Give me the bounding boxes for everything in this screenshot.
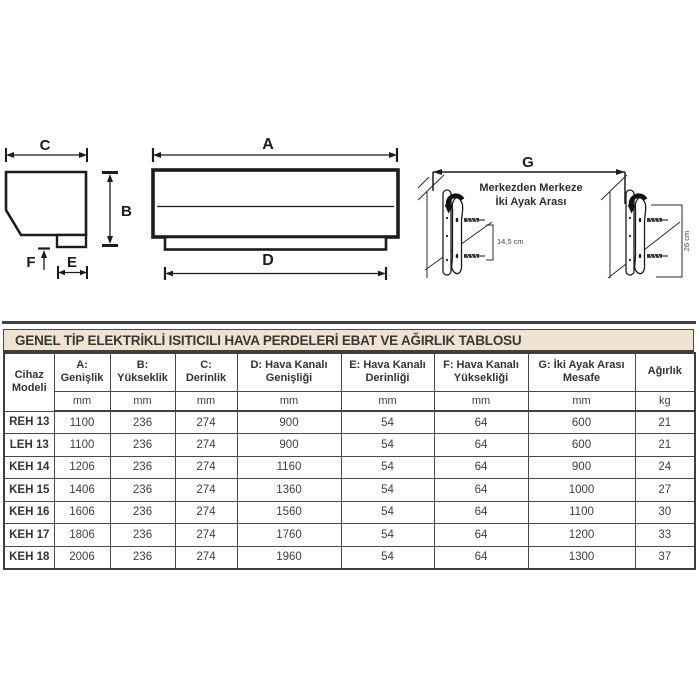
- header-line1: D: Hava Kanalı: [250, 358, 328, 371]
- header-line2: Genişliği: [265, 372, 313, 385]
- value-cell: 1200: [528, 524, 635, 547]
- value-cell: 1160: [237, 456, 341, 479]
- model-cell: KEH 16: [4, 501, 54, 524]
- header-line1: F: Hava Kanalı: [443, 358, 519, 371]
- unit-cell: mm: [434, 391, 528, 411]
- dim-label-c: C: [39, 137, 51, 154]
- unit-cell: mm: [175, 391, 237, 411]
- column-header-e: [341, 353, 434, 391]
- unit-cell: mm: [54, 391, 110, 411]
- value-cell: 1000: [528, 479, 635, 502]
- value-cell: 1606: [54, 501, 110, 524]
- unit-cell: kg: [635, 391, 695, 411]
- value-cell: 54: [341, 434, 434, 457]
- value-cell: 1100: [54, 411, 110, 434]
- table-row: [4, 479, 695, 502]
- section-divider: [2, 321, 696, 324]
- value-cell: 236: [110, 411, 175, 434]
- dim-label-b: B: [121, 203, 132, 220]
- unit-cell: mm: [237, 391, 341, 411]
- right-bracket-dimension: [651, 205, 691, 277]
- model-cell: REH 13: [4, 411, 54, 434]
- value-cell: 33: [635, 524, 695, 547]
- value-cell: 600: [528, 411, 635, 434]
- dim-arrow-f: [38, 249, 50, 271]
- header-line2: Derinlik: [185, 372, 227, 385]
- model-cell: KEH 17: [4, 524, 54, 547]
- value-cell: 274: [175, 434, 237, 457]
- table-row: [4, 524, 695, 547]
- value-cell: 54: [341, 479, 434, 502]
- value-cell: 1760: [237, 524, 341, 547]
- value-cell: 1406: [54, 479, 110, 502]
- table-row: [4, 434, 695, 457]
- value-cell: 54: [341, 546, 434, 569]
- dim-label-d: D: [262, 252, 274, 269]
- bolts: [464, 218, 485, 258]
- unit-cell: mm: [528, 391, 635, 411]
- table-row: [4, 546, 695, 569]
- units-row: [4, 391, 695, 411]
- value-cell: 24: [635, 456, 695, 479]
- value-cell: 54: [341, 411, 434, 434]
- value-cell: 900: [528, 456, 635, 479]
- value-cell: 274: [175, 524, 237, 547]
- right-bracket: [601, 175, 680, 278]
- table-row: [4, 456, 695, 479]
- table-title: GENEL TİP ELEKTRİKLİ ISITICILI HAVA PERDELERİ EBAT VE AĞIRLIK TABLOSU: [15, 332, 522, 348]
- header-line2: Genişlik: [60, 372, 104, 385]
- foot-plate: [635, 198, 646, 274]
- value-cell: 236: [110, 546, 175, 569]
- spec-table-head: [4, 353, 695, 411]
- value-cell: 1100: [528, 501, 635, 524]
- value-cell: 54: [341, 501, 434, 524]
- model-cell: KEH 15: [4, 479, 54, 502]
- spec-table: [3, 352, 696, 570]
- header-line1: E: Hava Kanalı: [349, 358, 426, 371]
- value-cell: 54: [341, 456, 434, 479]
- value-cell: 64: [434, 524, 528, 547]
- value-cell: 1806: [54, 524, 110, 547]
- value-cell: 2006: [54, 546, 110, 569]
- value-cell: 30: [635, 501, 695, 524]
- table-row: [4, 411, 695, 434]
- value-cell: 1560: [237, 501, 341, 524]
- dim-label-a: A: [262, 136, 274, 153]
- header-line1: C:: [200, 358, 212, 371]
- unit-front-outline: [153, 170, 398, 237]
- column-header-a: [54, 353, 110, 391]
- value-cell: 64: [434, 434, 528, 457]
- table-row: [4, 501, 695, 524]
- side-view-drawing: [0, 122, 140, 287]
- column-header-b: [110, 353, 175, 391]
- air-outlet-lip: [57, 235, 86, 247]
- spec-table-body: [4, 411, 695, 569]
- bracket-note-line2: İki Ayak Arası: [495, 196, 567, 208]
- dim-arrow-b: [102, 173, 118, 246]
- header-row: [4, 353, 695, 391]
- unit-cell: mm: [110, 391, 175, 411]
- model-cell: LEH 13: [4, 434, 54, 457]
- front-view-drawing: [140, 122, 430, 292]
- dim-arrow-a: [153, 148, 397, 162]
- header-line2: Yüksekliği: [453, 372, 509, 385]
- value-cell: 37: [635, 546, 695, 569]
- unit-cell: mm: [341, 391, 434, 411]
- value-cell: 64: [434, 479, 528, 502]
- table-title-bar: [3, 329, 694, 352]
- model-cell: KEH 14: [4, 456, 54, 479]
- column-header-weight: [635, 353, 695, 391]
- column-header-c: [175, 353, 237, 391]
- left-bracket-dimension: [486, 225, 524, 260]
- value-cell: 1206: [54, 456, 110, 479]
- bolts: [647, 218, 668, 258]
- value-cell: 1360: [237, 479, 341, 502]
- value-cell: 900: [237, 434, 341, 457]
- value-cell: 1960: [237, 546, 341, 569]
- foot-plate: [452, 198, 463, 274]
- value-cell: 21: [635, 434, 695, 457]
- header-line1: G: İki Ayak Arası: [538, 358, 625, 371]
- value-cell: 236: [110, 524, 175, 547]
- value-cell: 236: [110, 434, 175, 457]
- value-cell: 900: [237, 411, 341, 434]
- column-header-model: [4, 353, 54, 411]
- value-cell: 21: [635, 411, 695, 434]
- header-line2: Modeli: [11, 382, 47, 395]
- mounting-bracket-drawing: [418, 138, 700, 300]
- dim-left-bracket-label: 14,5 cm: [497, 237, 524, 246]
- value-cell: 64: [434, 456, 528, 479]
- header-line1: A:: [76, 358, 88, 371]
- header-line1: Cihaz: [14, 368, 44, 381]
- value-cell: 1300: [528, 546, 635, 569]
- dim-label-e: E: [66, 254, 78, 271]
- value-cell: 27: [635, 479, 695, 502]
- model-cell: KEH 18: [4, 546, 54, 569]
- value-cell: 236: [110, 501, 175, 524]
- header-line2: Yükseklik: [117, 372, 168, 385]
- dim-label-g: G: [522, 154, 534, 171]
- value-cell: 274: [175, 501, 237, 524]
- value-cell: 64: [434, 501, 528, 524]
- header-line2: Derinliği: [365, 372, 410, 385]
- dim-arrow-d: [165, 267, 386, 280]
- value-cell: 54: [341, 524, 434, 547]
- value-cell: 274: [175, 411, 237, 434]
- dim-right-bracket-label: 26 cm: [682, 230, 691, 252]
- value-cell: 64: [434, 411, 528, 434]
- column-header-f: [434, 353, 528, 391]
- value-cell: 236: [110, 456, 175, 479]
- value-cell: 274: [175, 546, 237, 569]
- dim-label-f: F: [26, 254, 36, 271]
- value-cell: 64: [434, 546, 528, 569]
- air-outlet-front: [165, 237, 386, 250]
- header-line1: Ağırlık: [647, 365, 682, 378]
- value-cell: 236: [110, 479, 175, 502]
- column-header-d: [237, 353, 341, 391]
- header-line1: B:: [136, 358, 149, 371]
- unit-body-outline: [6, 172, 86, 235]
- column-header-g: [528, 353, 635, 391]
- value-cell: 274: [175, 479, 237, 502]
- value-cell: 600: [528, 434, 635, 457]
- bracket-note-line1: Merkezden Merkeze: [479, 182, 583, 194]
- value-cell: 274: [175, 456, 237, 479]
- header-line2: Mesafe: [562, 372, 601, 385]
- value-cell: 1100: [54, 434, 110, 457]
